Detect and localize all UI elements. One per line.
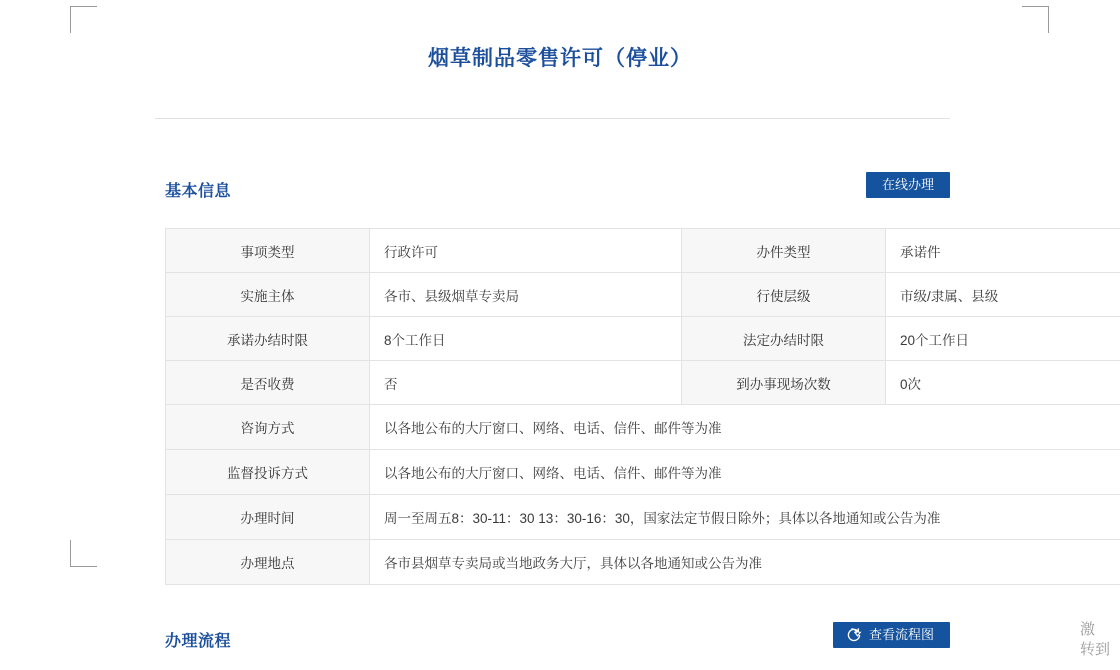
flow-section-header — [165, 628, 950, 658]
basic-info-section-header — [165, 178, 950, 208]
table-row — [166, 361, 1120, 405]
table-row — [166, 405, 1120, 450]
online-apply-button[interactable]: 在线办理 — [866, 172, 950, 198]
cell-label: 是否收费 — [166, 361, 370, 405]
flow-title: 办理流程 — [165, 633, 232, 650]
cell-label: 办理地点 — [166, 540, 370, 585]
cell-value: 20个工作日 — [886, 317, 1120, 361]
table-row — [166, 450, 1120, 495]
cell-value: 以各地公布的大厅窗口、网络、电话、信件、邮件等为准 — [370, 405, 1120, 450]
basic-info-table — [165, 228, 1120, 585]
activation-line-2: 转到 — [1080, 641, 1111, 658]
crop-mark-bottom-left — [70, 540, 97, 567]
cell-value: 以各地公布的大厅窗口、网络、电话、信件、邮件等为准 — [370, 450, 1120, 495]
cell-label: 实施主体 — [166, 273, 370, 317]
view-flow-chart-button[interactable] — [833, 622, 950, 648]
cell-label: 咨询方式 — [166, 405, 370, 450]
table-row — [166, 317, 1120, 361]
cell-value: 行政许可 — [370, 229, 682, 273]
cell-value: 周一至周五8：30-11：30 13：30-16：30，国家法定节假日除外；具体以各地通知或公告为准 — [370, 495, 1120, 540]
refresh-icon — [845, 626, 863, 644]
activation-line-1: 激 — [1080, 621, 1096, 638]
cell-label: 办件类型 — [682, 229, 886, 273]
table-row — [166, 495, 1120, 540]
table-row — [166, 540, 1120, 585]
table-row — [166, 229, 1120, 273]
cell-label: 监督投诉方式 — [166, 450, 370, 495]
cell-label: 法定办结时限 — [682, 317, 886, 361]
activation-watermark — [1080, 620, 1116, 660]
cell-label: 承诺办结时限 — [166, 317, 370, 361]
cell-value: 各市县烟草专卖局或当地政务大厅，具体以各地通知或公告为准 — [370, 540, 1120, 585]
title-divider — [155, 118, 950, 119]
cell-label: 到办事现场次数 — [682, 361, 886, 405]
cell-label: 办理时间 — [166, 495, 370, 540]
crop-mark-top-left — [70, 6, 97, 33]
cell-label: 行使层级 — [682, 273, 886, 317]
cell-value: 0次 — [886, 361, 1120, 405]
cell-value: 市级/隶属、县级 — [886, 273, 1120, 317]
cell-value: 否 — [370, 361, 682, 405]
basic-info-title: 基本信息 — [165, 183, 232, 200]
table-row — [166, 273, 1120, 317]
view-flow-chart-label: 查看流程图 — [868, 627, 934, 642]
cell-label: 事项类型 — [166, 229, 370, 273]
page-title: 烟草制品零售许可（停业） — [428, 47, 692, 70]
crop-mark-top-right — [1022, 6, 1049, 33]
cell-value: 承诺件 — [886, 229, 1120, 273]
cell-value: 各市、县级烟草专卖局 — [370, 273, 682, 317]
cell-value: 8个工作日 — [370, 317, 682, 361]
